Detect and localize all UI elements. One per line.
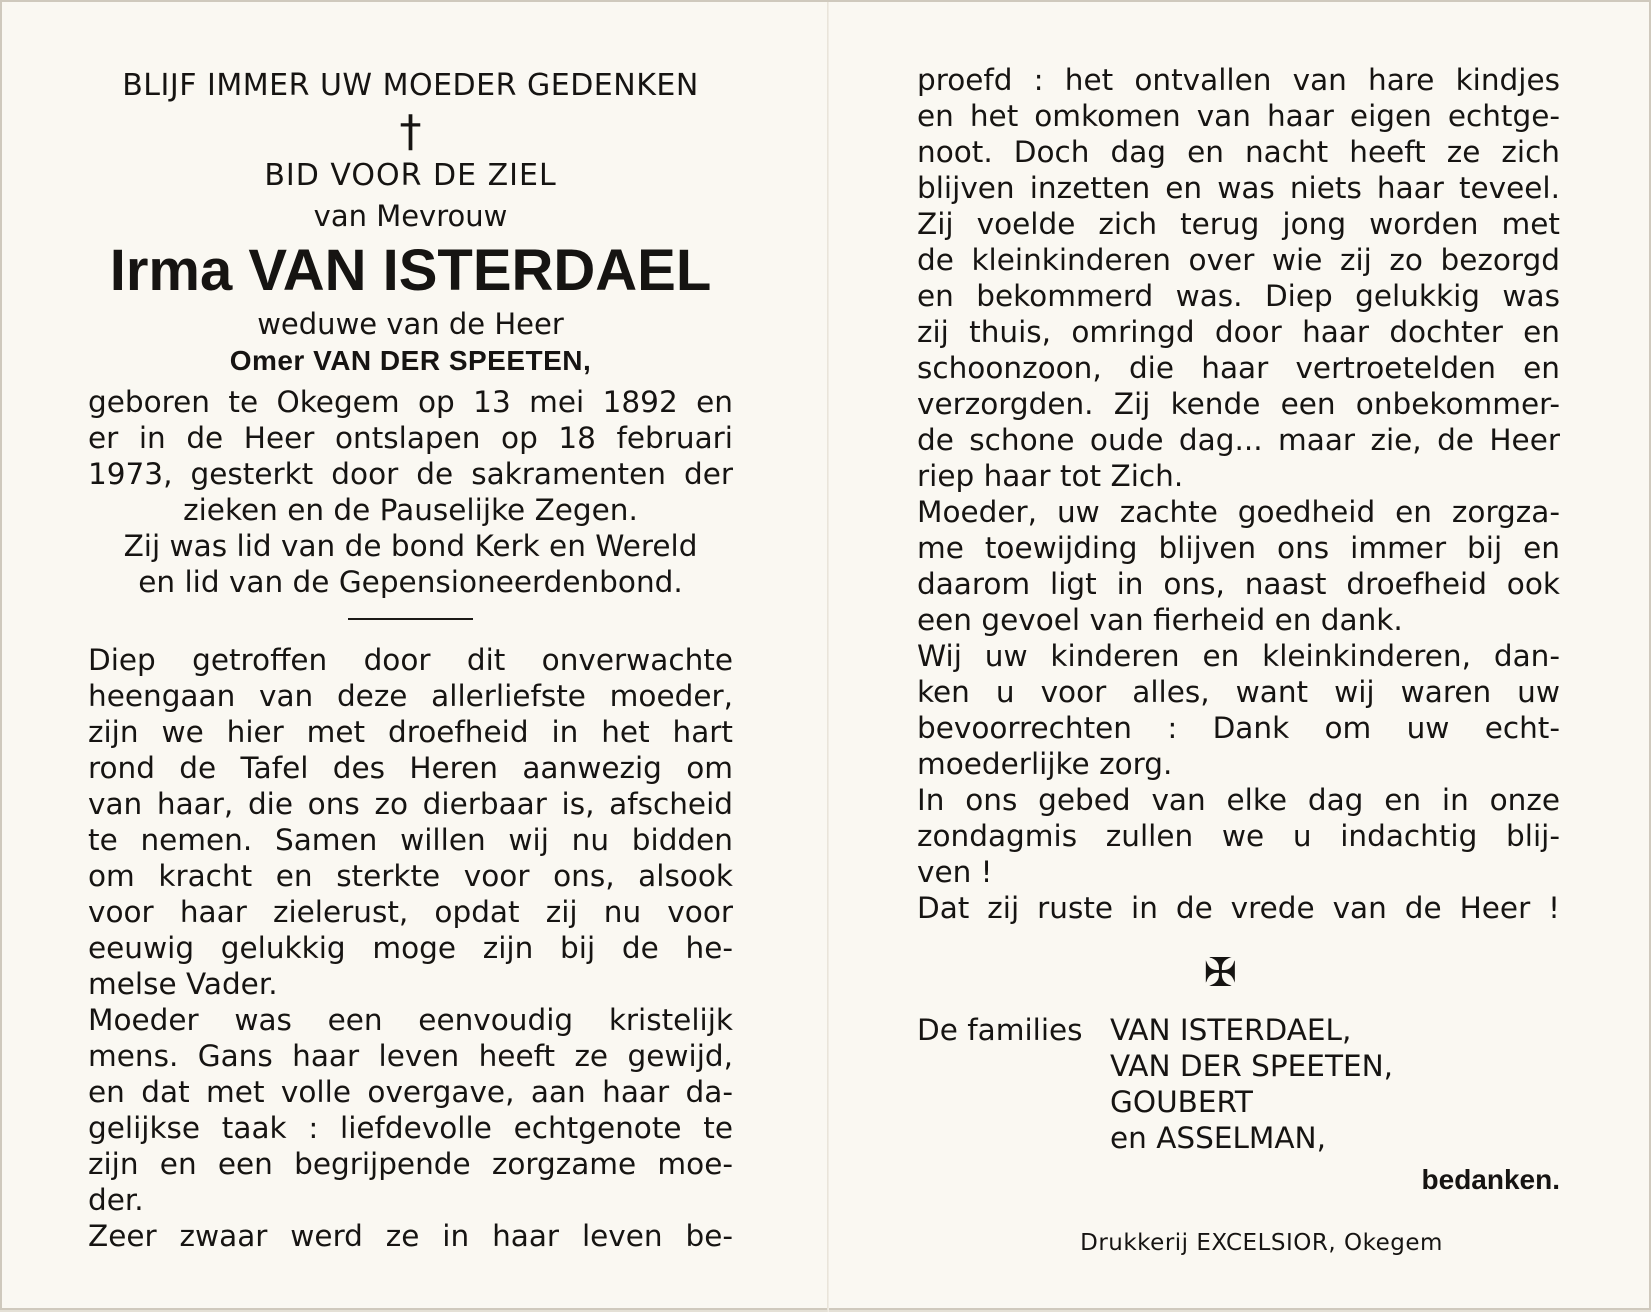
families-list bbox=[1110, 1012, 1393, 1156]
text-line: en het omkomen van haar eigen echtge- bbox=[917, 99, 1560, 133]
text-line: noot. Doch dag en nacht heeft ze zich bbox=[917, 135, 1560, 169]
text-line: Wij uw kinderen en kleinkinderen, dan- bbox=[917, 639, 1560, 673]
text-line: geboren te Okegem op 13 mei 1892 en bbox=[88, 385, 733, 419]
text-line: Moeder, uw zachte goedheid en zorgza- bbox=[917, 495, 1560, 529]
printer-credit: Drukkerij EXCELSIOR, Okegem bbox=[1080, 1230, 1443, 1256]
cross-icon: † bbox=[399, 106, 422, 157]
title-mevrouw: van Mevrouw bbox=[313, 199, 508, 233]
text-line: om kracht en sterkte voor ons, alsook bbox=[88, 859, 733, 893]
text-line: ken u voor alles, want wij waren uw bbox=[917, 675, 1560, 709]
text-line: Moeder was een eenvoudig kristelijk bbox=[88, 1003, 733, 1037]
text-line: me toewijding blijven ons immer bij en bbox=[917, 531, 1560, 565]
text-line: zondagmis zullen we u indachtig blij- bbox=[917, 819, 1560, 853]
text-line: voor haar zielerust, opdat zij nu voor bbox=[88, 895, 733, 929]
text-line: er in de Heer ontslapen op 18 februari bbox=[88, 421, 733, 455]
text-line: 1973, gesterkt door de sakramenten der bbox=[88, 457, 733, 491]
text-line: zieken en de Pauselijke Zegen. bbox=[183, 493, 638, 527]
families-label: De families bbox=[917, 1013, 1083, 1047]
text-line: melse Vader. bbox=[88, 967, 278, 1001]
text-line: proefd : het ontvallen van hare kindjes bbox=[917, 63, 1560, 97]
text-line: schoonzoon, die haar vertroetelden en bbox=[917, 351, 1560, 385]
text-line: de schone oude dag... maar zie, de Heer bbox=[917, 423, 1560, 457]
text-line: verzorgden. Zij kende een onbekommer- bbox=[917, 387, 1560, 421]
divider bbox=[348, 618, 473, 620]
text-line: rond de Tafel des Heren aanwezig om bbox=[88, 751, 733, 785]
text-line: ven ! bbox=[917, 855, 993, 889]
text-line: moederlijke zorg. bbox=[917, 747, 1173, 781]
families-block bbox=[917, 1012, 1560, 1156]
right-panel bbox=[917, 62, 1560, 1258]
text-line: bevoorrechten : Dank om uw echt- bbox=[917, 711, 1560, 745]
text-line: Zij voelde zich terug jong worden met bbox=[917, 207, 1560, 241]
text-line: riep haar tot Zich. bbox=[917, 459, 1184, 493]
text-line: Zij was lid van de bond Kerk en Wereld bbox=[123, 529, 698, 563]
text-line: heengaan van deze allerliefste moeder, bbox=[88, 679, 733, 713]
text-line: een gevoel van fierheid en dank. bbox=[917, 603, 1403, 637]
text-line: daarom ligt in ons, naast droefheid ook bbox=[917, 567, 1560, 601]
text-line: Zeer zwaar werd ze in haar leven be- bbox=[88, 1219, 733, 1253]
widow-of: weduwe van de Heer bbox=[257, 307, 564, 341]
deceased-name: Irma VAN ISTERDAEL bbox=[109, 238, 712, 303]
text-line: gelijkse taak : liefdevolle echtgenote te bbox=[88, 1111, 733, 1145]
card-header: BLIJF IMMER UW MOEDER GEDENKEN bbox=[122, 68, 699, 103]
eulogy-right bbox=[917, 62, 1560, 926]
eulogy-left bbox=[88, 642, 733, 1254]
family-name: en ASSELMAN, bbox=[1110, 1121, 1327, 1155]
text-line: Diep getroffen door dit onverwachte bbox=[88, 643, 733, 677]
family-name: VAN DER SPEETEN, bbox=[1110, 1049, 1394, 1083]
text-line: der. bbox=[88, 1183, 144, 1217]
text-line: en bekommerd was. Diep gelukkig was bbox=[917, 279, 1560, 313]
husband-name: Omer VAN DER SPEETEN, bbox=[229, 345, 592, 376]
text-line: en dat met volle overgave, aan haar da- bbox=[88, 1075, 733, 1109]
family-name: GOUBERT bbox=[1110, 1085, 1253, 1119]
text-line: blijven inzetten en was niets haar teveel. bbox=[917, 171, 1560, 205]
text-line: zijn we hier met droefheid in het hart bbox=[88, 715, 733, 749]
card-fold bbox=[827, 2, 829, 1312]
maltese-cross-wrap bbox=[881, 952, 1560, 994]
left-panel bbox=[88, 62, 733, 1254]
maltese-cross-icon: ✠ bbox=[1203, 950, 1238, 996]
text-line: zij thuis, omringd door haar dochter en bbox=[917, 315, 1560, 349]
family-name: VAN ISTERDAEL, bbox=[1110, 1013, 1352, 1047]
text-line: van haar, die ons zo dierbaar is, afscheid bbox=[88, 787, 733, 821]
text-line: Dat zij ruste in de vrede van de Heer ! bbox=[917, 891, 1560, 925]
text-line: mens. Gans haar leven heeft ze gewijd, bbox=[88, 1039, 733, 1073]
text-line: eeuwig gelukkig moge zijn bij de he- bbox=[88, 931, 733, 965]
text-line: de kleinkinderen over wie zij zo bezorgd bbox=[917, 243, 1560, 277]
text-line: In ons gebed van elke dag en in onze bbox=[917, 783, 1560, 817]
prayer-heading: BID VOOR DE ZIEL bbox=[264, 158, 557, 193]
text-line: zijn en een begrijpende zorgzame moe- bbox=[88, 1147, 733, 1181]
thanks-text: bedanken. bbox=[1421, 1164, 1560, 1195]
birth-death-block bbox=[88, 384, 733, 600]
text-line: te nemen. Samen willen wij nu bidden bbox=[88, 823, 733, 857]
text-line: en lid van de Gepensioneerdenbond. bbox=[138, 565, 683, 599]
